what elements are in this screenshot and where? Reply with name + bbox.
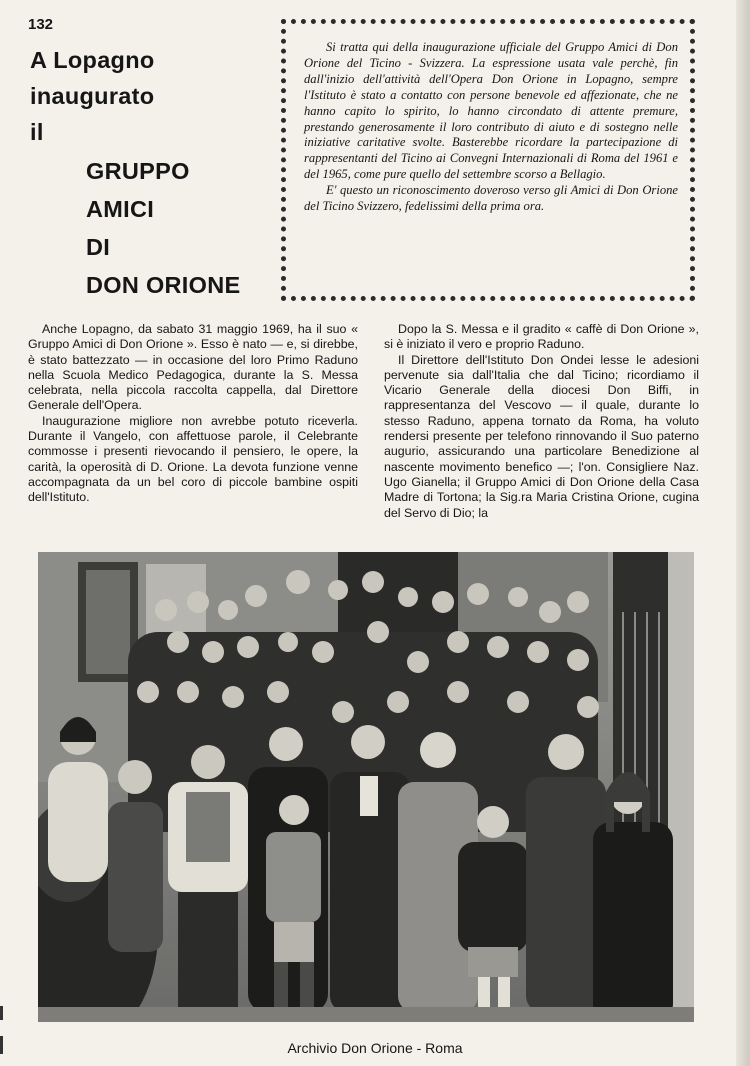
intro-box [281,19,695,301]
group-photo [38,552,694,1022]
subhead [86,152,271,304]
intro-paragraph: E' questo un riconoscimento doveroso verso gli Amici di Don Orione del Ticino Svizzero, fedelissimi della prima ora. [304,183,678,214]
headline-line: il [30,119,44,145]
page-number: 132 [28,16,54,33]
article-paragraph: Inaugurazione migliore non avrebbe potuto riceverla. Durante il Vangelo, con affettuose parole, il Celebrante commosse i presenti rievocando il pensiero, le opere, la carità, la operosità di D. Orione. La devota funzione venne accompagnata da un bel coro di piccole bambine ospiti dell'Istituto. [28,413,358,505]
binding-mark [0,1006,3,1020]
headline-line: inaugurato [30,83,155,109]
subhead-line: GRUPPO [86,158,190,184]
subhead-line: AMICI [86,196,155,222]
headline-line: A Lopagno [30,47,155,73]
intro-paragraph: Si tratta qui della inaugurazione ufficiale del Gruppo Amici di Don Orione del Ticino - Svizzera. La espressione usata vale perchè, fin dall'inizio dell'attività dell'Opera Don Orione in Lopagno, sempre l'Istituto è stato a contatto con persone benevole ed affezionate, che ne hanno capito lo spirito, lo hanno circondato di attente premure, prestando generosamente il loro contributo di aiuto e di sostegno nelle iniziative caritative svolte. Basterebbe ricordare la partecipazione di rappresentanti del Ticino ai Convegni Internazionali di Roma del 1961 e del 1965, come pure quello del settembre scorso a Bellagio. [304,40,678,182]
page-edge [736,0,750,1066]
article-paragraph: Il Direttore dell'Istituto Don Ondei lesse le adesioni pervenute sia dall'Italia che dal Ticino; ricordiamo il Vicario Generale della diocesi Don Biffi, in rappresentanza del Vescovo — il quale, durante lo stesso Raduno, appena tornato da Roma, ha voluto rendersi presente per telefono rinnovando il Suo paterno augurio, assicurando una particolare Benedizione al nascente movimento benefico —; l'on. Consigliere Naz. Ugo Gianella; il Gruppo Amici di Don Orione della Casa Madre di Tortona; la Sig.ra Maria Cristina Orione, cugina del Servo di Dio; la [384,352,699,520]
article-paragraph: Dopo la S. Messa e il gradito « caffè di Don Orione », si è iniziato il vero e proprio Raduno. [384,322,699,352]
headline [30,42,265,150]
article-column-left [28,322,358,506]
subhead-line: DON ORIONE [86,272,241,298]
article-paragraph: Anche Lopagno, da sabato 31 maggio 1969, ha il suo « Gruppo Amici di Don Orione ». Esso è nato — e, si direbbe, è stato battezzato — in occasione del loro Primo Raduno nella Scuola Medico Pedagogica, durante la S. Messa celebrata, nella piccola raccolta cappella, dal Direttore Generale dell'Opera. [28,322,358,413]
subhead-line: DI [86,234,111,260]
archive-credit: Archivio Don Orione - Roma [287,1040,463,1056]
article-column-right [384,322,699,521]
